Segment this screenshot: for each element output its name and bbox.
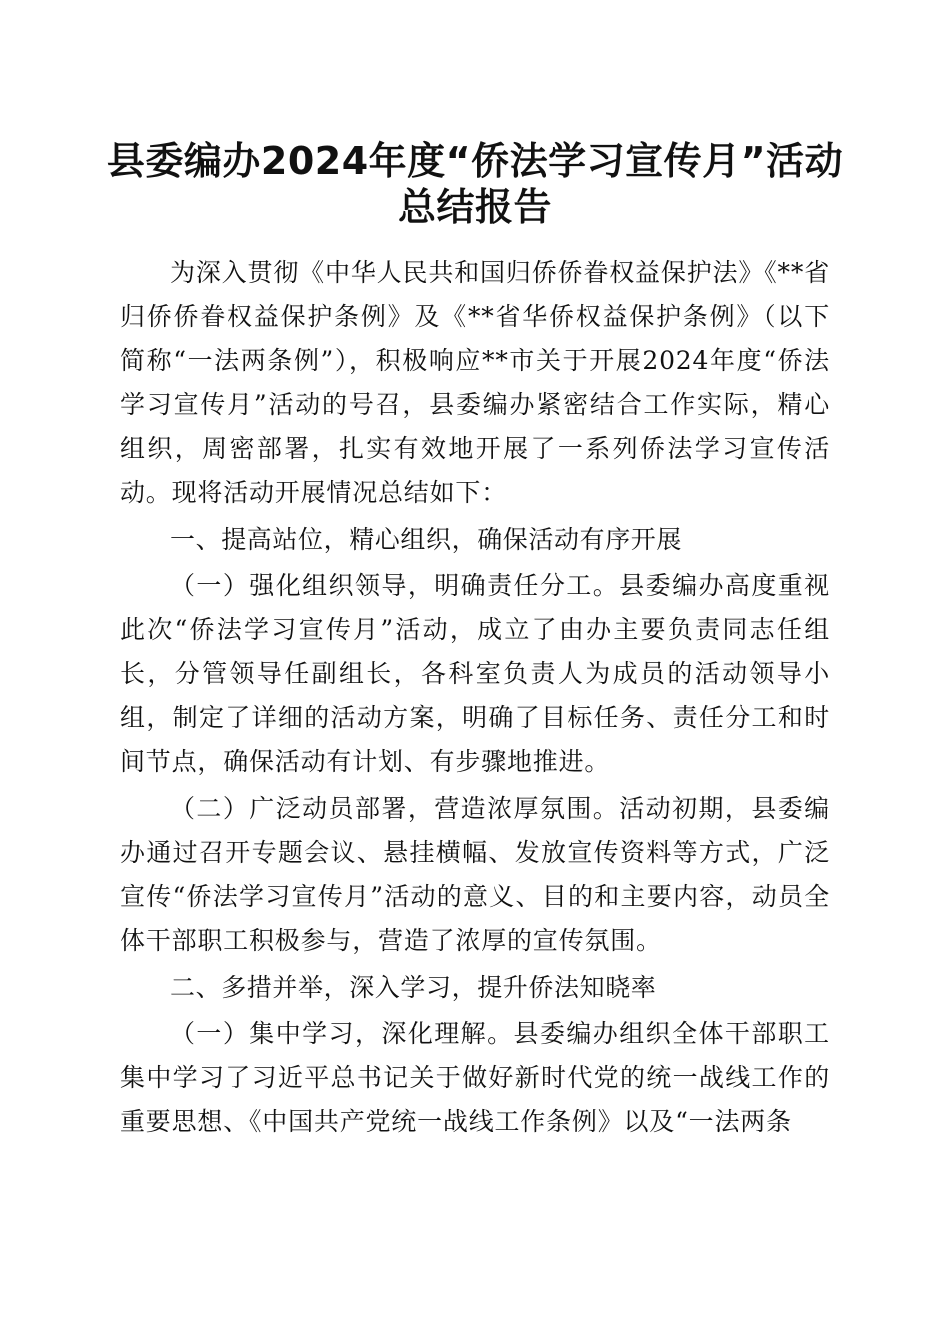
section-2-heading: 二、多措并举，深入学习，提升侨法知晓率 xyxy=(170,973,657,1002)
document-title-line-1: 县委编办2024年度“侨法学习宣传月”活动 xyxy=(106,139,844,183)
section-1-heading: 一、提高站位，精心组织，确保活动有序开展 xyxy=(170,525,683,554)
intro-paragraph: 为深入贯彻《中华人民共和国归侨侨眷权益保护法》《**省归侨侨眷权益保护条例》及《**省华侨权益保护条例》（以下简称“一法两条例”），积极响应**市关于开展2024年度“侨法学习宣传月”活动的号召，县委编办紧密结合工作实际，精心组织，周密部署，扎实有效地开展了一系列侨法学习宣传活动。现将活动开展情况总结如下： xyxy=(120,258,830,507)
section-1-paragraph-2: （二）广泛动员部署，营造浓厚氛围。活动初期，县委编办通过召开专题会议、悬挂横幅、发放宣传资料等方式，广泛宣传“侨法学习宣传月”活动的意义、目的和主要内容，动员全体干部职工积极参与，营造了浓厚的宣传氛围。 xyxy=(120,794,830,955)
document-body xyxy=(120,251,830,1144)
section-1-paragraph-1: （一）强化组织领导，明确责任分工。县委编办高度重视此次“侨法学习宣传月”活动，成立了由办主要负责同志任组长，分管领导任副组长，各科室负责人为成员的活动领导小组，制定了详细的活动方案，明确了目标任务、责任分工和时间节点，确保活动有计划、有步骤地推进。 xyxy=(120,571,830,776)
document-title-line-2: 总结报告 xyxy=(397,185,552,229)
section-2-paragraph-1: （一）集中学习，深化理解。县委编办组织全体干部职工集中学习了习近平总书记关于做好新时代党的统一战线工作的重要思想、《中国共产党统一战线工作条例》以及“一法两条 xyxy=(120,1019,830,1136)
